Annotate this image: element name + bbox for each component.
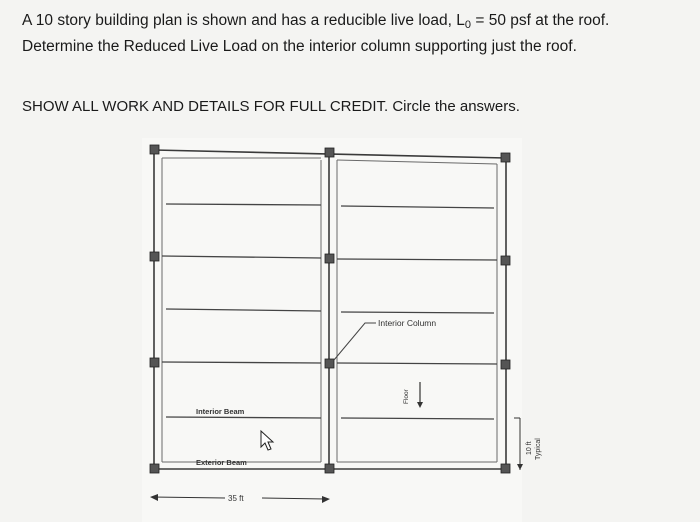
problem-text-end: = 50 psf at the roof. Determine the Reduced Live Load on the interior column supporting just the roof.: [22, 12, 610, 55]
span-label: 35 ft: [228, 494, 244, 503]
column-marker: [150, 358, 159, 367]
spacing-label-typical: Typical: [535, 438, 542, 460]
interior-column-label: Interior Column: [378, 318, 437, 328]
interior-beam-label: Interior Beam: [196, 407, 245, 416]
column-marker: [325, 254, 334, 263]
problem-text-start: A 10 story building plan is shown and has a reducible live load, L: [22, 12, 465, 29]
column-marker: [325, 464, 334, 473]
column-marker: [150, 252, 159, 261]
column-marker: [150, 464, 159, 473]
column-marker: [150, 145, 159, 154]
column-marker: [501, 256, 510, 265]
column-marker: [501, 153, 510, 162]
column-marker: [325, 148, 334, 157]
floor-label: Floor: [403, 389, 410, 404]
column-marker: [501, 464, 510, 473]
exterior-beam-label: Exterior Beam: [196, 458, 247, 467]
column-marker: [501, 360, 510, 369]
spacing-label: 10 ft: [526, 441, 533, 455]
problem-subscript: 0: [464, 19, 472, 31]
interior-column-marker: [325, 359, 334, 368]
instructions: SHOW ALL WORK AND DETAILS FOR FULL CREDIT. Circle the answers.: [22, 98, 520, 115]
